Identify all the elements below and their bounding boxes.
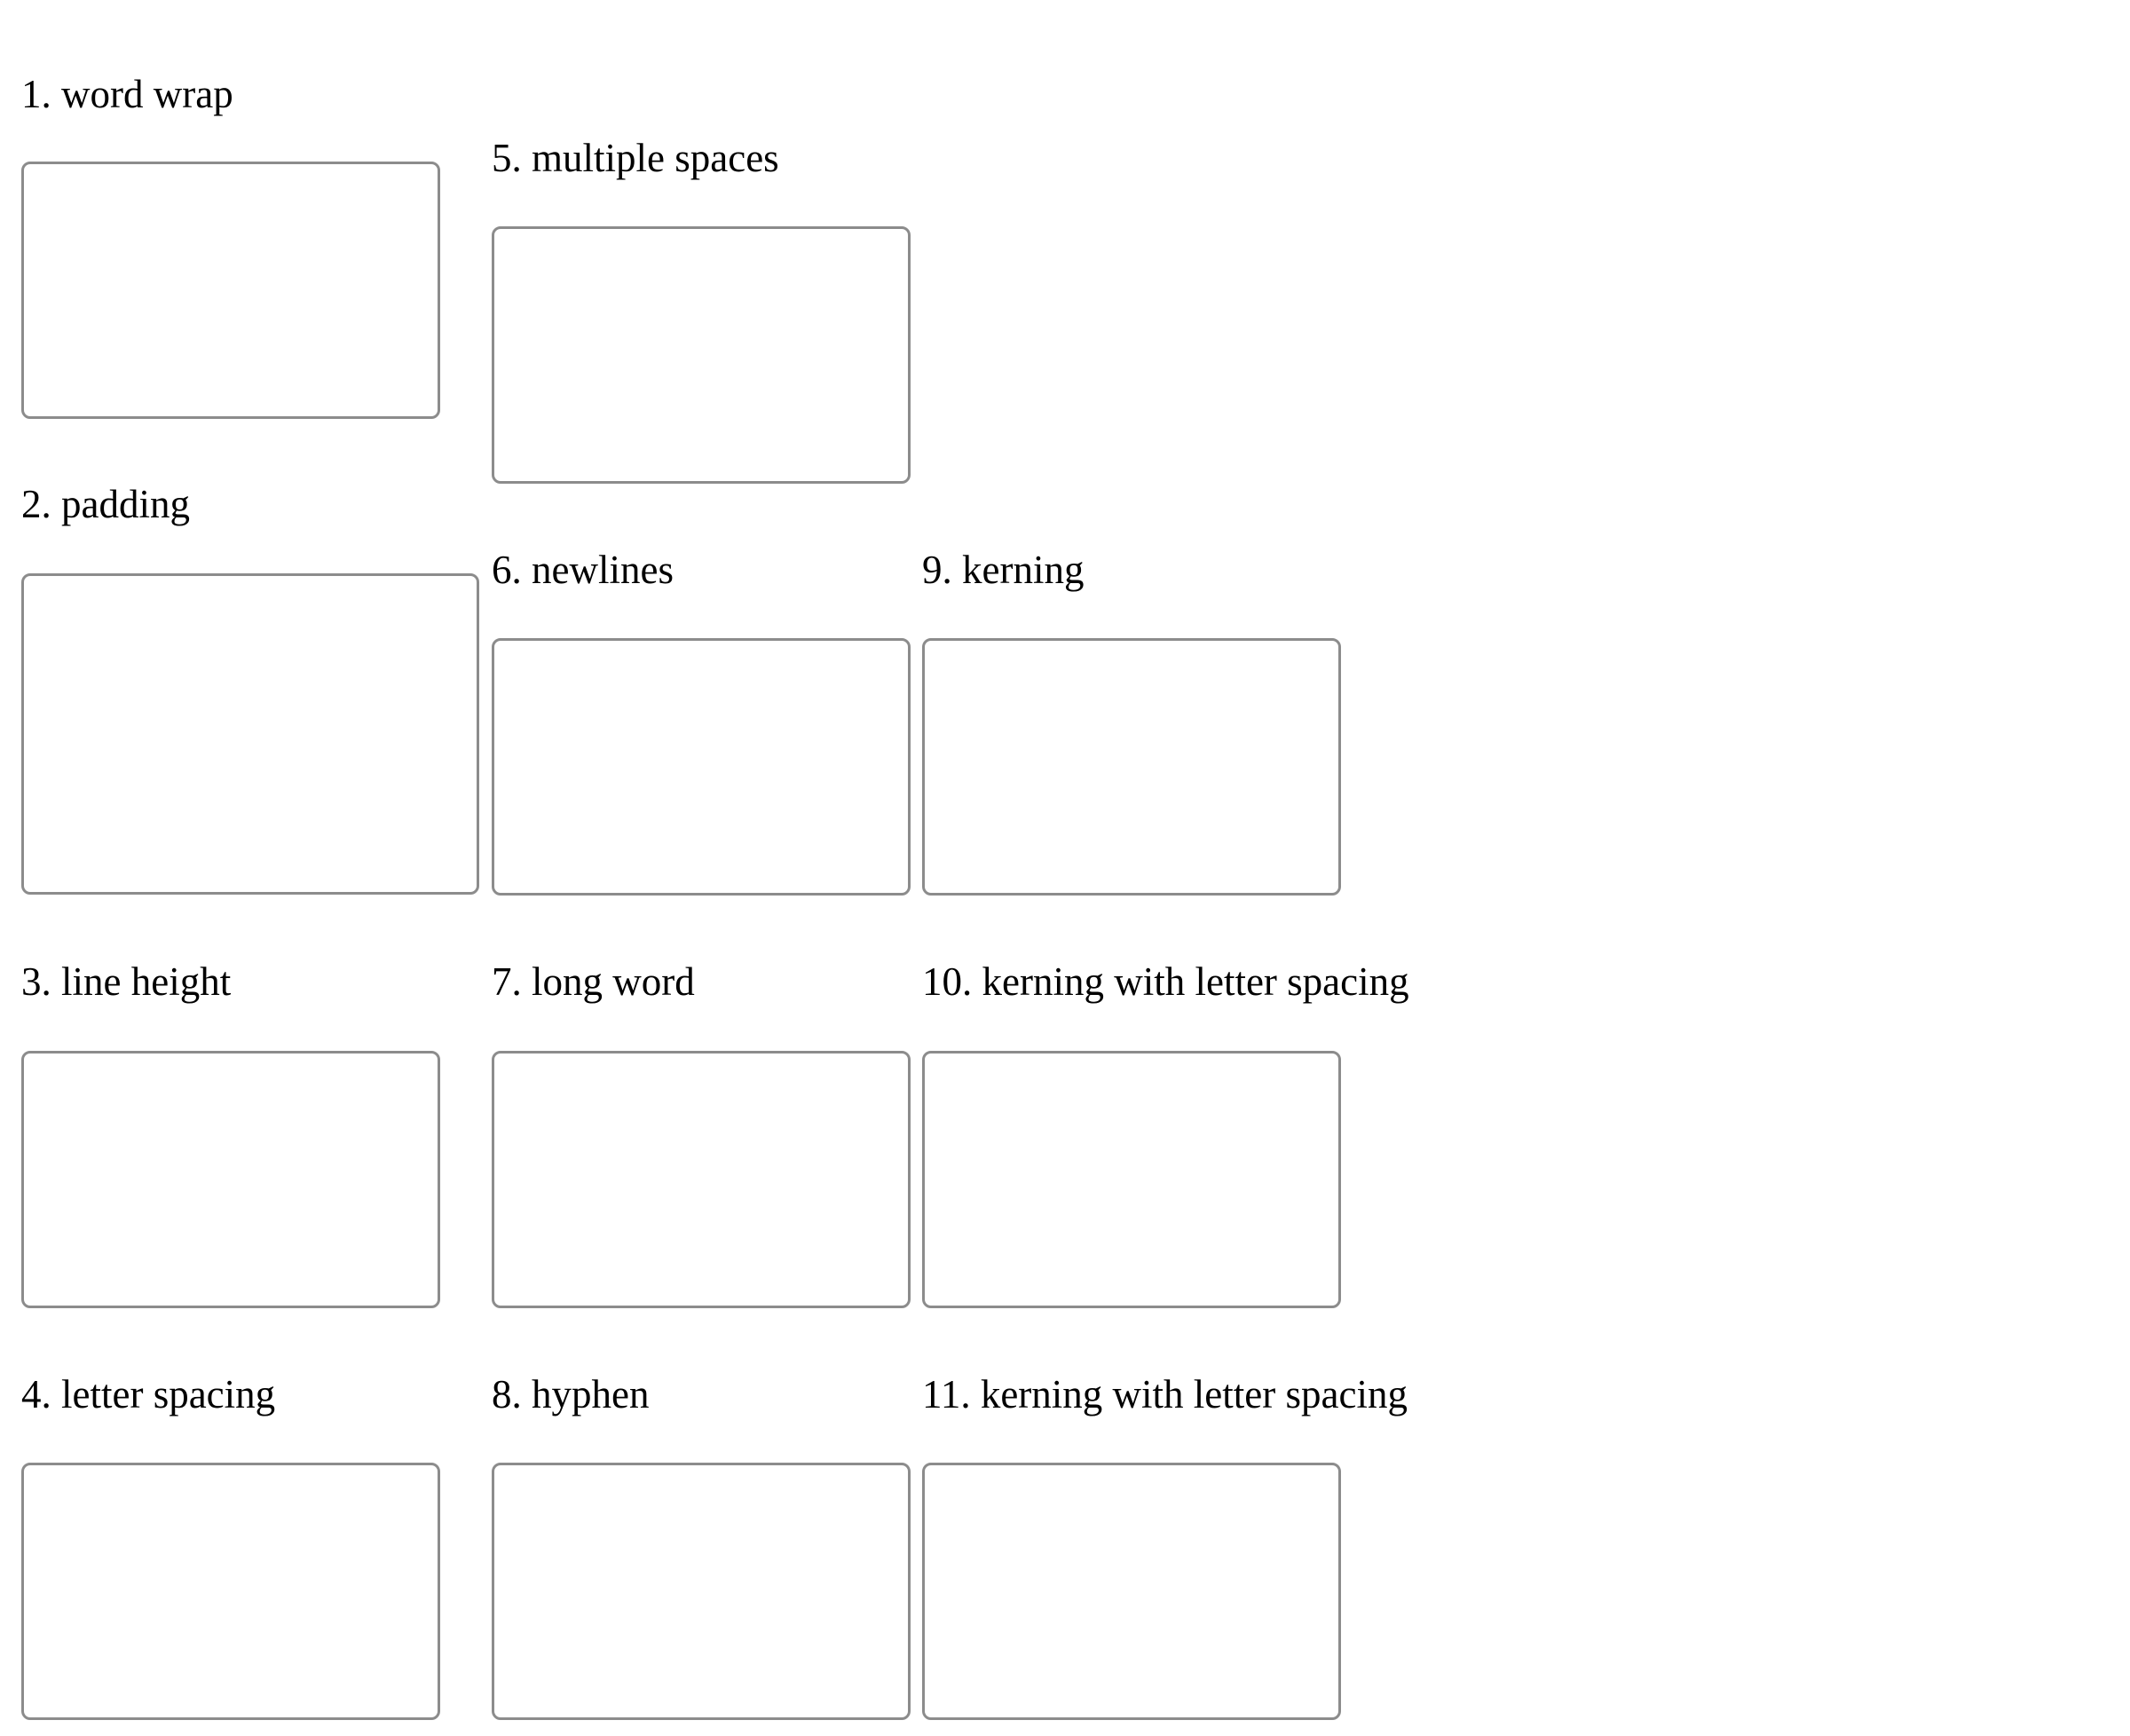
test-3-label: 3. line height (21, 959, 232, 1004)
test-9-kerning-textarea[interactable] (922, 638, 1341, 896)
test-2-padding-textarea[interactable] (21, 573, 479, 895)
test-7-long-word-textarea[interactable] (492, 1051, 911, 1308)
test-10-label: 10. kerning with letter spacing (922, 959, 1409, 1004)
test-9-label: 9. kerning (922, 548, 1085, 592)
test-2-label: 2. padding (21, 482, 190, 526)
test-6-newlines-textarea[interactable] (492, 638, 911, 896)
test-8-hyphen-textarea[interactable] (492, 1463, 911, 1720)
test-10-kerning-letter-spacing-textarea[interactable] (922, 1051, 1341, 1308)
test-7-label: 7. long word (492, 959, 695, 1004)
test-4-label: 4. letter spacing (21, 1372, 276, 1416)
test-1-word-wrap-textarea[interactable] (21, 162, 440, 419)
test-5-multiple-spaces-textarea[interactable] (492, 226, 911, 484)
test-5-label: 5. multiple spaces (492, 136, 779, 180)
test-3-line-height-textarea[interactable] (21, 1051, 440, 1308)
test-6-label: 6. newlines (492, 548, 674, 592)
test-11-label: 11. kerning with letter spacing (922, 1372, 1408, 1416)
test-8-label: 8. hyphen (492, 1372, 650, 1416)
test-1-label: 1. word wrap (21, 72, 233, 116)
test-11-kerning-letter-spacing-textarea[interactable] (922, 1463, 1341, 1720)
test-4-letter-spacing-textarea[interactable] (21, 1463, 440, 1720)
